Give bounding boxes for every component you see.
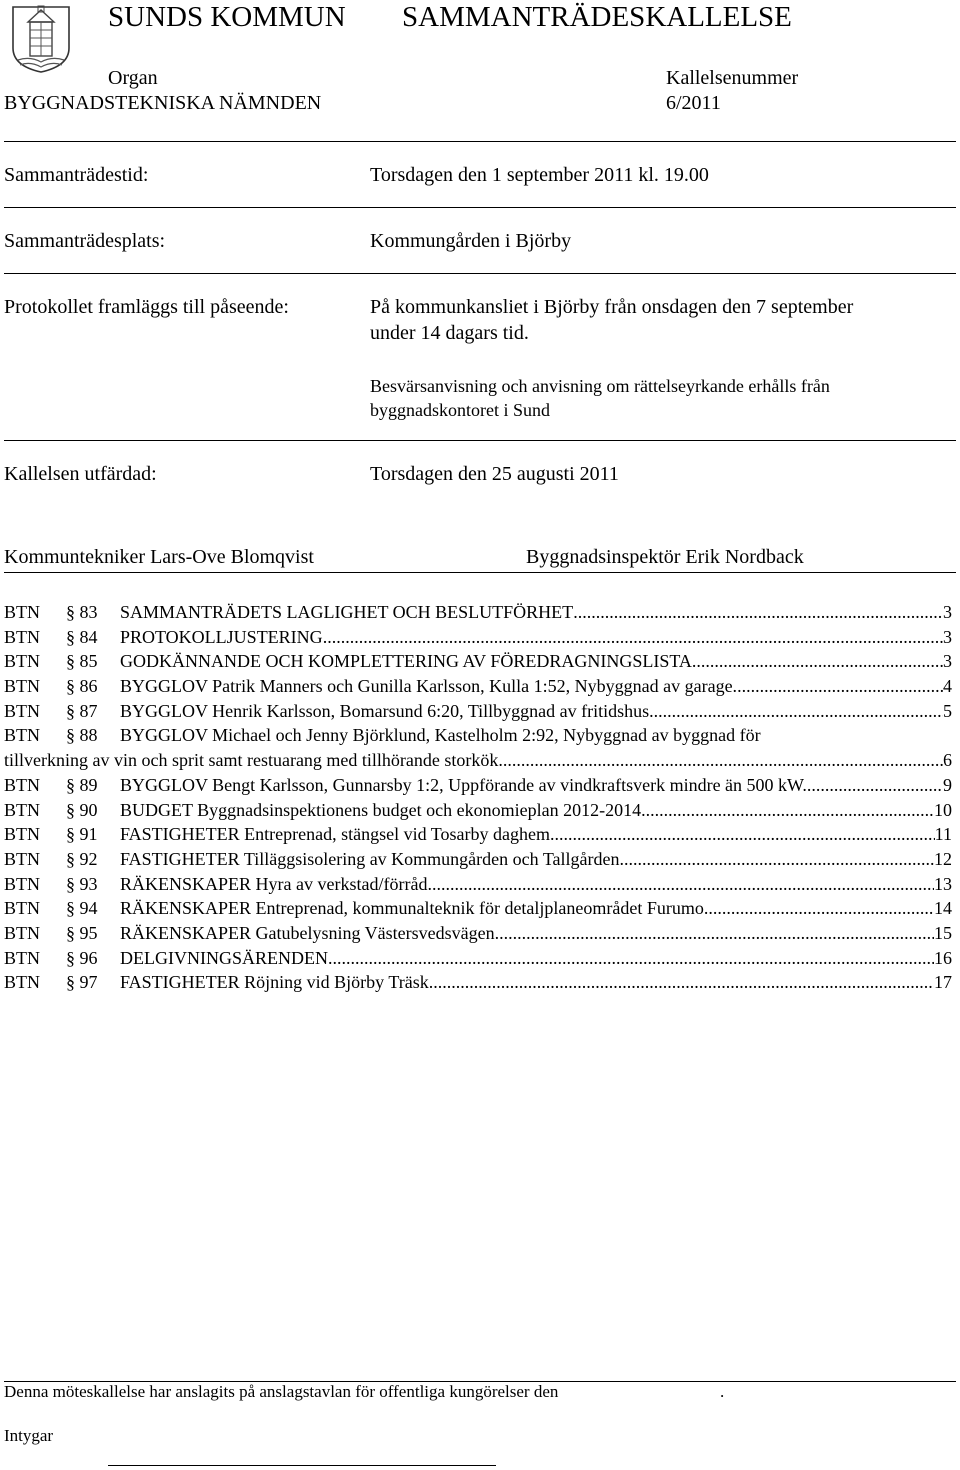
header-divider [4,141,956,142]
agenda-item-page: 9 [943,774,952,795]
agenda-item [4,674,952,699]
agenda-item-page: 5 [943,700,952,721]
agenda-item-page: 12 [934,848,952,869]
agenda-item-page: 3 [943,626,952,647]
notice-number-value: 6/2011 [666,92,721,114]
minutes-value-line2: under 14 dagars tid. [370,322,529,344]
dot-leader [429,970,934,995]
agenda-item-title: DELGIVNINGSÄRENDEN [120,946,328,971]
agenda-item-code: BTN [4,651,40,672]
issued-value: Torsdagen den 25 augusti 2011 [370,463,619,485]
agenda-item-code: BTN [4,972,40,993]
agenda-item-code: BTN [4,922,40,943]
divider [4,207,956,208]
agenda-item-section: § 95 [66,922,98,943]
dot-leader [503,748,943,773]
agenda-item-line [120,649,952,674]
agenda-item-line [120,699,952,724]
agenda-item-code: BTN [4,898,40,919]
agenda-item-line [120,798,952,823]
posting-statement: Denna möteskallelse har anslagits på anslagstavlan för offentliga kungörelser den [4,1382,559,1401]
agenda-item-line [4,748,952,773]
dot-leader [737,674,943,699]
agenda-item-code: BTN [4,602,40,622]
agenda-item [4,822,952,847]
agenda-item-line [120,625,952,650]
posting-date-end: . [720,1382,725,1401]
signature-line [108,1465,496,1466]
agenda-item-line [120,946,952,971]
agenda-item [4,847,952,872]
agenda-item-section: § 87 [66,700,98,721]
agenda-item [4,946,952,971]
agenda-item [4,600,952,625]
agenda-item-page: 6 [943,750,952,771]
agenda-item-title: BUDGET Byggnadsinspektionens budget och ekonomieplan 2012-2014. [120,798,646,823]
agenda-item-title-continued: tillverkning av vin och sprit samt restuarang med tillhörande storkök. [4,748,503,773]
dot-leader [573,600,943,625]
organ-label: Organ [108,67,158,89]
agenda-item-code: BTN [4,799,40,820]
signatory-right: Byggnadsinspektör Erik Nordback [526,546,804,568]
agenda-item-line [120,970,952,995]
agenda-item-title: PROTOKOLLJUSTERING [120,625,323,650]
agenda-item-section: § 89 [66,774,98,795]
agenda-item-section: § 93 [66,873,98,894]
organ-value: BYGGNADSTEKNISKA NÄMNDEN [4,92,322,114]
agenda-item-title: GODKÄNNANDE OCH KOMPLETTERING AV FÖREDRAGNINGSLISTA [120,649,692,674]
dot-leader [555,822,935,847]
agenda-item-page: 10 [934,799,952,820]
agenda-item-title: SAMMANTRÄDETS LAGLIGHET OCH BESLUTFÖRHET [120,600,573,625]
dot-leader [495,921,934,946]
agenda-item-title: BYGGLOV Henrik Karlsson, Bomarsund 6:20, Tillbyggnad av fritidshus. [120,699,654,724]
certified-label: Intygar [4,1426,54,1445]
agenda-item-code: BTN [4,774,40,795]
appeal-text-line2: byggnadskontoret i Sund [370,400,550,420]
issued-label: Kallelsen utfärdad: [4,463,157,485]
dot-leader [432,872,934,897]
agenda-item-line [120,600,952,625]
agenda-item [4,699,952,724]
agenda-item-title: FASTIGHETER Entreprenad, stängsel vid Tosarby daghem. [120,822,555,847]
agenda-item-section: § 84 [66,626,98,647]
agenda-item-code: BTN [4,824,40,845]
dot-leader [807,773,943,798]
agenda-item-page: 4 [943,676,952,697]
agenda-item-page: 11 [934,824,952,845]
document-type-title: SAMMANTRÄDESKALLELSE [402,1,792,33]
agenda-item-page: 13 [934,873,952,894]
municipality-crest-logo [10,4,72,74]
dot-leader [646,798,934,823]
minutes-value-line1: På kommunkansliet i Björby från onsdagen den 7 september [370,296,854,318]
divider [4,273,956,274]
agenda-item-section: § 90 [66,799,98,820]
minutes-label: Protokollet framläggs till påseende: [4,296,289,318]
agenda-item-title: BYGGLOV Michael och Jenny Björklund, Kastelholm 2:92, Nybyggnad av byggnad för [120,725,761,746]
agenda-item-line [120,674,952,699]
agenda-item-title: BYGGLOV Bengt Karlsson, Gunnarsby 1:2, Uppförande av vindkraftsverk mindre än 500 kW. [120,773,807,798]
agenda-item-page: 16 [934,947,952,968]
agenda-item-title: RÄKENSKAPER Hyra av verkstad/förråd. [120,872,432,897]
agenda-item-page: 14 [934,898,952,919]
agenda-item-section: § 96 [66,947,98,968]
agenda-item-title: BYGGLOV Patrik Manners och Gunilla Karlsson, Kulla 1:52, Nybyggnad av garage. [120,674,737,699]
agenda-item-line [120,773,952,798]
agenda-item-page: 3 [943,602,952,622]
dot-leader [654,699,943,724]
agenda-item-section: § 85 [66,651,98,672]
agenda-item [4,723,952,772]
agenda-list [4,600,952,995]
agenda-item-page: 3 [943,651,952,672]
agenda-item-title: FASTIGHETER Röjning vid Björby Träsk [120,970,429,995]
agenda-item-code: BTN [4,626,40,647]
appeal-text-line1: Besvärsanvisning och anvisning om rättelseyrkande erhålls från [370,376,830,396]
agenda-item-code: BTN [4,676,40,697]
agenda-item [4,798,952,823]
agenda-item-code: BTN [4,725,40,746]
notice-number-label: Kallelsenummer [666,67,799,89]
meeting-place-value: Kommungården i Björby [370,230,572,252]
dot-leader [328,946,934,971]
agenda-item-section: § 83 [66,602,98,622]
dot-leader [323,625,943,650]
meeting-time-label: Sammanträdestid: [4,164,149,186]
dot-leader [620,847,934,872]
agenda-item-section: § 88 [66,725,98,746]
agenda-item-section: § 91 [66,824,98,845]
agenda-item-line [120,822,952,847]
agenda-item-code: BTN [4,947,40,968]
agenda-item-section: § 86 [66,676,98,697]
agenda-item [4,773,952,798]
agenda-item-section: § 94 [66,898,98,919]
dot-leader [692,649,943,674]
agenda-item-section: § 92 [66,848,98,869]
agenda-item-line [120,872,952,897]
agenda-item-line [120,896,952,921]
municipality-name: SUNDS KOMMUN [108,1,346,33]
agenda-item [4,896,952,921]
agenda-item-line [120,921,952,946]
agenda-item-code: BTN [4,700,40,721]
agenda-item-line [120,847,952,872]
signatory-left: Kommuntekniker Lars-Ove Blomqvist [4,546,314,568]
agenda-item-page: 15 [934,922,952,943]
meeting-time-value: Torsdagen den 1 september 2011 kl. 19.00 [370,164,709,186]
agenda-item-title: RÄKENSKAPER Gatubelysning Västersvedsvägen [120,921,495,946]
divider [4,440,956,441]
agenda-item [4,921,952,946]
divider [4,572,956,573]
agenda-item-title: RÄKENSKAPER Entreprenad, kommunalteknik för detaljplaneområdet Furumo. [120,896,708,921]
agenda-item-title: FASTIGHETER Tilläggsisolering av Kommungården och Tallgården [120,847,620,872]
agenda-item-code: BTN [4,873,40,894]
meeting-place-label: Sammanträdesplats: [4,230,166,252]
agenda-item [4,970,952,995]
dot-leader [708,896,934,921]
agenda-item-code: BTN [4,848,40,869]
agenda-item [4,649,952,674]
agenda-item-page: 17 [934,972,952,993]
agenda-item [4,872,952,897]
agenda-item [4,625,952,650]
agenda-item-section: § 97 [66,972,98,993]
